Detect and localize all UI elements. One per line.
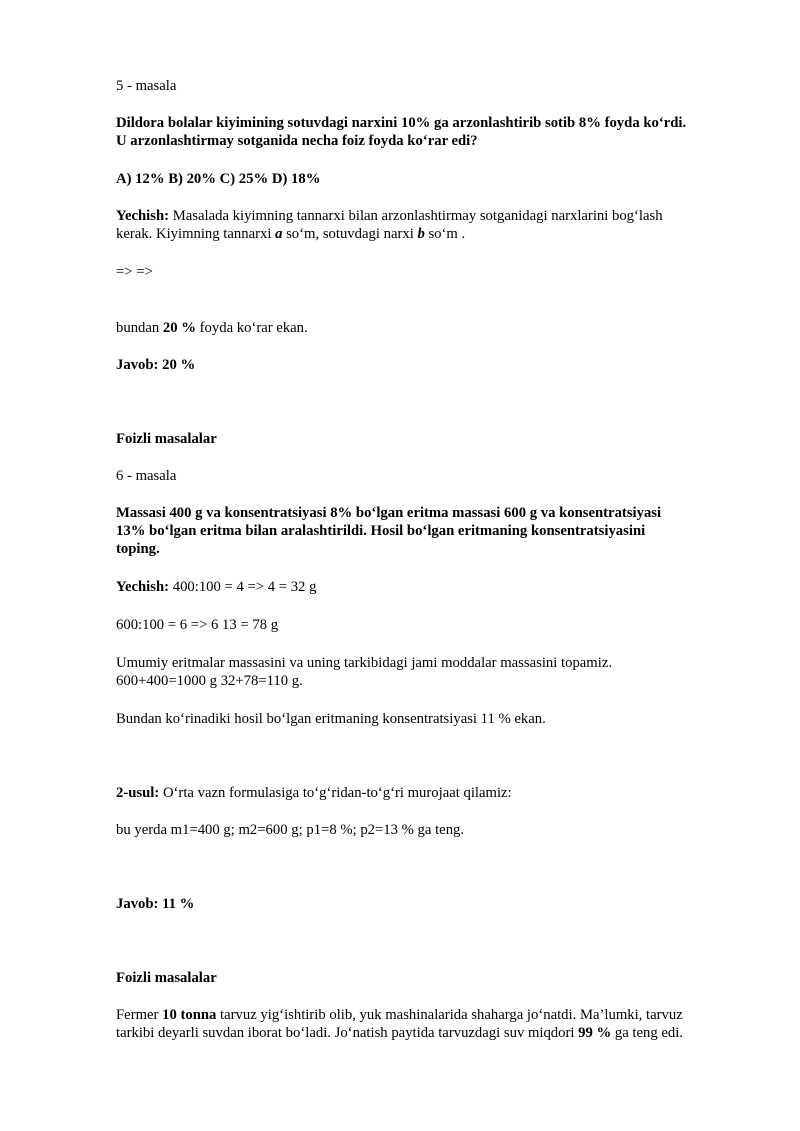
task6-where: bu yerda m1=400 g; m2=600 g; p1=8 %; p2=13 % ga teng.: [116, 822, 465, 838]
task6-solution-label: Yechish:: [116, 579, 170, 595]
section2-heading: [116, 969, 746, 987]
task7-text-a: Fermer: [116, 1007, 163, 1023]
task6-total: [116, 654, 746, 690]
task6-problem-line1: Massasi 400 g va konsentratsiyasi 8% bo‘lgan eritma massasi 600 g va konsentratsiyasi: [116, 505, 662, 521]
section2-heading-text: Foizli masalalar: [116, 970, 217, 986]
task5-problem-line2: U arzonlashtirmay sotganida necha foiz foyda ko‘rar edi?: [116, 133, 478, 149]
task6-calc2: 600:100 = 6 => 6 13 = 78 g: [116, 617, 279, 633]
task5-arrows: => =>: [116, 264, 153, 280]
task5-problem-line1: Dildora bolalar kiyimining sotuvdagi narxini 10% ga arzonlashtirib sotib 8% foyda ko‘rdi.: [116, 115, 687, 131]
task6-calc1: 400:100 = 4 => 4 = 32 g: [169, 579, 317, 595]
task5-solution-line2b: so‘m, sotuvdagi narxi: [282, 226, 418, 242]
section1-heading: [116, 430, 746, 448]
task7-text: [116, 1006, 746, 1042]
task5-result: [116, 319, 746, 337]
task5-options: [116, 170, 746, 188]
var-b: b: [417, 226, 425, 242]
task6-method2-text: O‘rta vazn formulasiga to‘g‘ridan-to‘g‘ri murojaat qilamiz:: [159, 785, 512, 801]
task5-solution-line2c: so‘m .: [424, 226, 466, 242]
task5-result-value: 20 %: [162, 320, 196, 336]
task6-conclusion: Bundan ko‘rinadiki hosil bo‘lgan eritmaning konsentratsiyasi 11 % ekan.: [116, 711, 546, 727]
task6-total-line1: Umumiy eritmalar massasini va uning tarkibidagi jami moddalar massasini topamiz.: [116, 655, 613, 671]
task5-solution-line2a: kerak. Kiyimning tannarxi: [116, 226, 276, 242]
task7-text-c: tarkibi deyarli suvdan iborat bo‘ladi. Jo‘natish paytida tarvuzdagi suv miqdori: [116, 1025, 579, 1041]
task5-solution-label: Yechish:: [116, 208, 170, 224]
task5-answer: [116, 356, 746, 374]
task7-bold-b: 99 %: [578, 1025, 612, 1041]
task6-total-line2: 600+400=1000 g 32+78=110 g.: [116, 673, 303, 689]
task6-problem-line2: 13% bo‘lgan eritma bilan aralashtirildi. Hosil bo‘lgan eritmaning konsentratsiyasini: [116, 523, 646, 539]
task6-number: 6 - masala: [116, 468, 177, 484]
task6-method2: [116, 784, 746, 802]
task7-bold-a: 10 tonna: [162, 1007, 217, 1023]
task5-number: 5 - masala: [116, 78, 177, 94]
task7-text-d: ga teng edi.: [611, 1025, 683, 1041]
task6-problem-line3: toping.: [116, 541, 160, 557]
task5-solution: [116, 207, 746, 243]
var-a: a: [275, 226, 283, 242]
task5-problem: [116, 114, 746, 150]
task6-answer: [116, 895, 746, 913]
section1-heading-text: Foizli masalalar: [116, 431, 217, 447]
task6-answer-text: Javob: 11 %: [116, 896, 195, 912]
task6-solution: [116, 578, 746, 596]
task5-options-text: A) 12% B) 20% C) 25% D) 18%: [116, 171, 321, 187]
task5-answer-text: Javob: 20 %: [116, 357, 196, 373]
task6-method2-label: 2-usul:: [116, 785, 160, 801]
task6-problem: [116, 504, 746, 558]
task5-result-post: foyda ko‘rar ekan.: [195, 320, 308, 336]
task7-text-b: tarvuz yig‘ishtirib olib, yuk mashinalarida shaharga jo‘natdi. Ma’lumki, tarvuz: [216, 1007, 683, 1023]
task5-solution-line1: Masalada kiyimning tannarxi bilan arzonlashtirmay sotganidagi narxlarini bog‘lash: [169, 208, 663, 224]
task5-result-pre: bundan: [116, 320, 163, 336]
